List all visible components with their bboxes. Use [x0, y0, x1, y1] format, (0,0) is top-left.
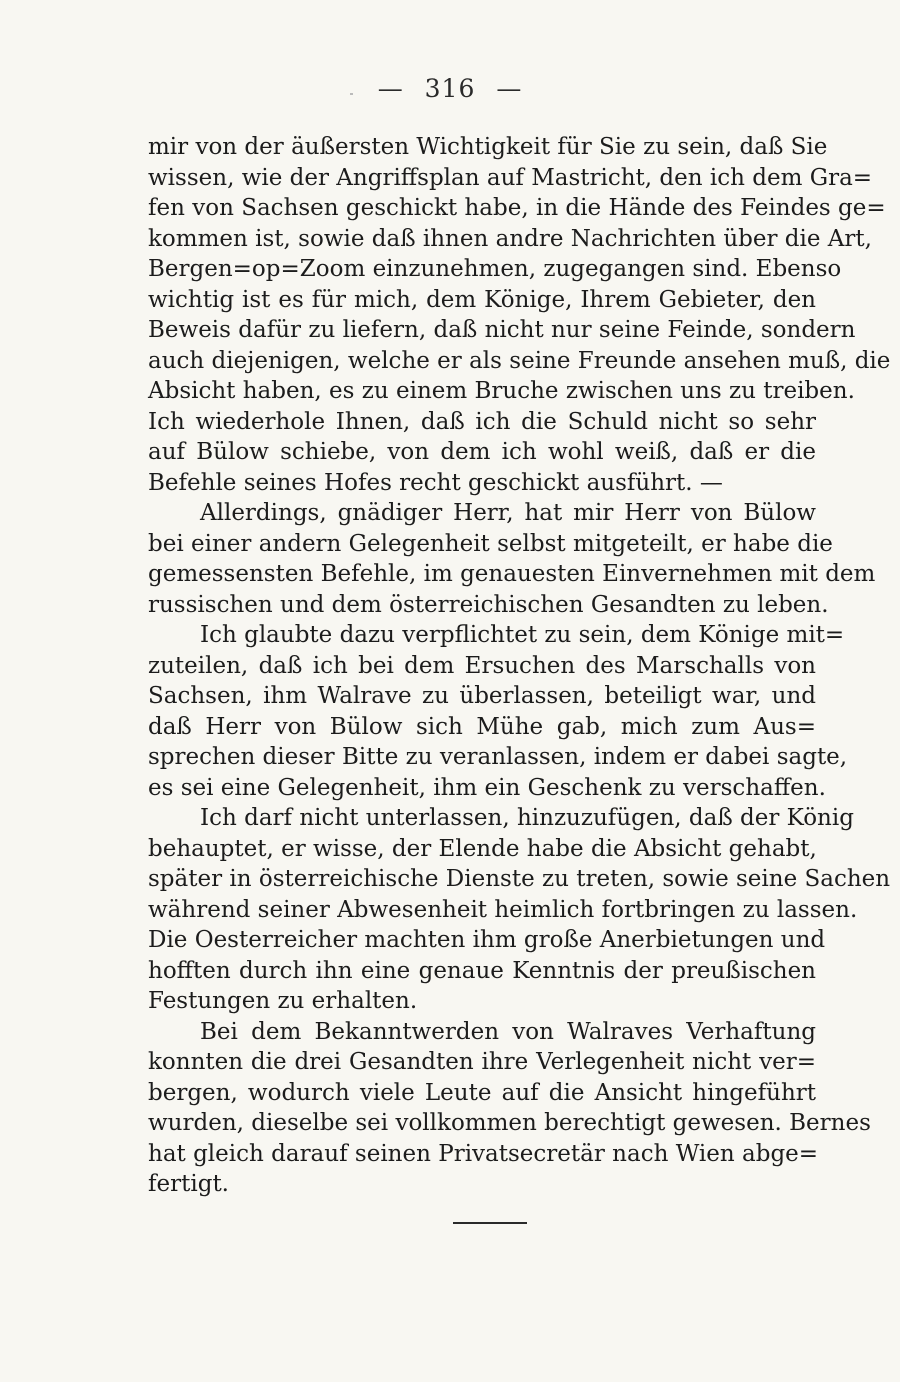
text-line: Sachsen, ihm Walrave zu überlassen, beteiligt war, und — [148, 683, 816, 709]
text-line: zuteilen, daß ich bei dem Ersuchen des Marschalls von — [148, 652, 816, 679]
text-line: Befehle seines Hofes recht geschickt ausführt. — — [148, 469, 723, 496]
paragraph — [148, 803, 891, 1017]
text-line: Ich darf nicht unterlassen, hinzuzufügen, daß der König — [200, 805, 854, 831]
text-line: kommen ist, sowie daß ihnen andre Nachrichten über die Art, — [148, 225, 872, 252]
text-line: daß Herr von Bülow sich Mühe gab, mich zum Aus= — [148, 713, 816, 740]
paragraph — [148, 498, 876, 620]
text-line: Beweis dafür zu liefern, daß nicht nur seine Feinde, sondern — [148, 317, 856, 343]
text-line: Allerdings, gnädiger Herr, hat mir Herr von Bülow — [200, 500, 816, 526]
text-line: während seiner Abwesenheit heimlich fortbringen zu lassen. — [148, 896, 858, 923]
text-line: konnten die drei Gesandten ihre Verlegenheit nicht ver= — [148, 1049, 816, 1075]
text-line: es sei eine Gelegenheit, ihm ein Geschenk zu verschaffen. — [148, 774, 826, 801]
text-line: sprechen dieser Bitte zu veranlassen, indem er dabei sagte, — [148, 744, 848, 770]
text-line: wichtig ist es für mich, dem Könige, Ihrem Gebieter, den — [148, 286, 816, 313]
end-rule — [453, 1222, 527, 1224]
text-line: fen von Sachsen geschickt habe, in die Hände des Feindes ge= — [148, 195, 886, 221]
text-line: Ich glaubte dazu verpflichtet zu sein, dem Könige mit= — [200, 622, 845, 648]
text-line: behauptet, er wisse, der Elende habe die Absicht gehabt, — [148, 835, 817, 862]
text-line: russischen und dem österreichischen Gesandten zu leben. — [148, 591, 829, 618]
text-line: bergen, wodurch viele Leute auf die Ansicht hingeführt — [148, 1079, 816, 1106]
text-line: Absicht haben, es zu einem Bruche zwischen uns zu treiben. — [148, 378, 855, 404]
header-dash-left: — — [377, 74, 404, 103]
text-line: fertigt. — [148, 1171, 229, 1197]
text-line: bei einer andern Gelegenheit selbst mitgeteilt, er habe die — [148, 530, 833, 557]
text-line: wissen, wie der Angriffsplan auf Mastricht, den ich dem Gra= — [148, 164, 873, 191]
text-line: Bergen=op=Zoom einzunehmen, zugegangen sind. Ebenso — [148, 256, 842, 282]
text-line: gemessensten Befehle, im genauesten Einvernehmen mit dem — [148, 561, 876, 587]
page-header — [0, 74, 900, 103]
text-line: Bei dem Bekanntwerden von Walraves Verhaftung — [200, 1018, 816, 1045]
body-text — [148, 132, 891, 1200]
text-line: Die Oesterreicher machten ihm große Anerbietungen und — [148, 927, 826, 953]
header-dash-right: — — [496, 74, 523, 103]
text-line: Ich wiederhole Ihnen, daß ich die Schuld nicht so sehr — [148, 408, 816, 435]
paragraph — [148, 620, 848, 803]
paragraph — [148, 132, 891, 498]
page-number: 316 — [424, 74, 476, 103]
text-line: auch diejenigen, welche er als seine Freunde ansehen muß, die — [148, 347, 891, 374]
text-line: wurden, dieselbe sei vollkommen berechtigt gewesen. Bernes — [148, 1110, 871, 1136]
text-line: mir von der äußersten Wichtigkeit für Sie zu sein, daß Sie — [148, 134, 828, 160]
text-line: später in österreichische Dienste zu treten, sowie seine Sachen — [148, 866, 891, 892]
text-line: hat gleich darauf seinen Privatsecretär nach Wien abge= — [148, 1140, 819, 1167]
text-line: auf Bülow schiebe, von dem ich wohl weiß, daß er die — [148, 439, 816, 465]
text-line: hofften durch ihn eine genaue Kenntnis der preußischen — [148, 957, 816, 984]
text-line: Festungen zu erhalten. — [148, 988, 418, 1014]
paragraph — [148, 1017, 871, 1200]
